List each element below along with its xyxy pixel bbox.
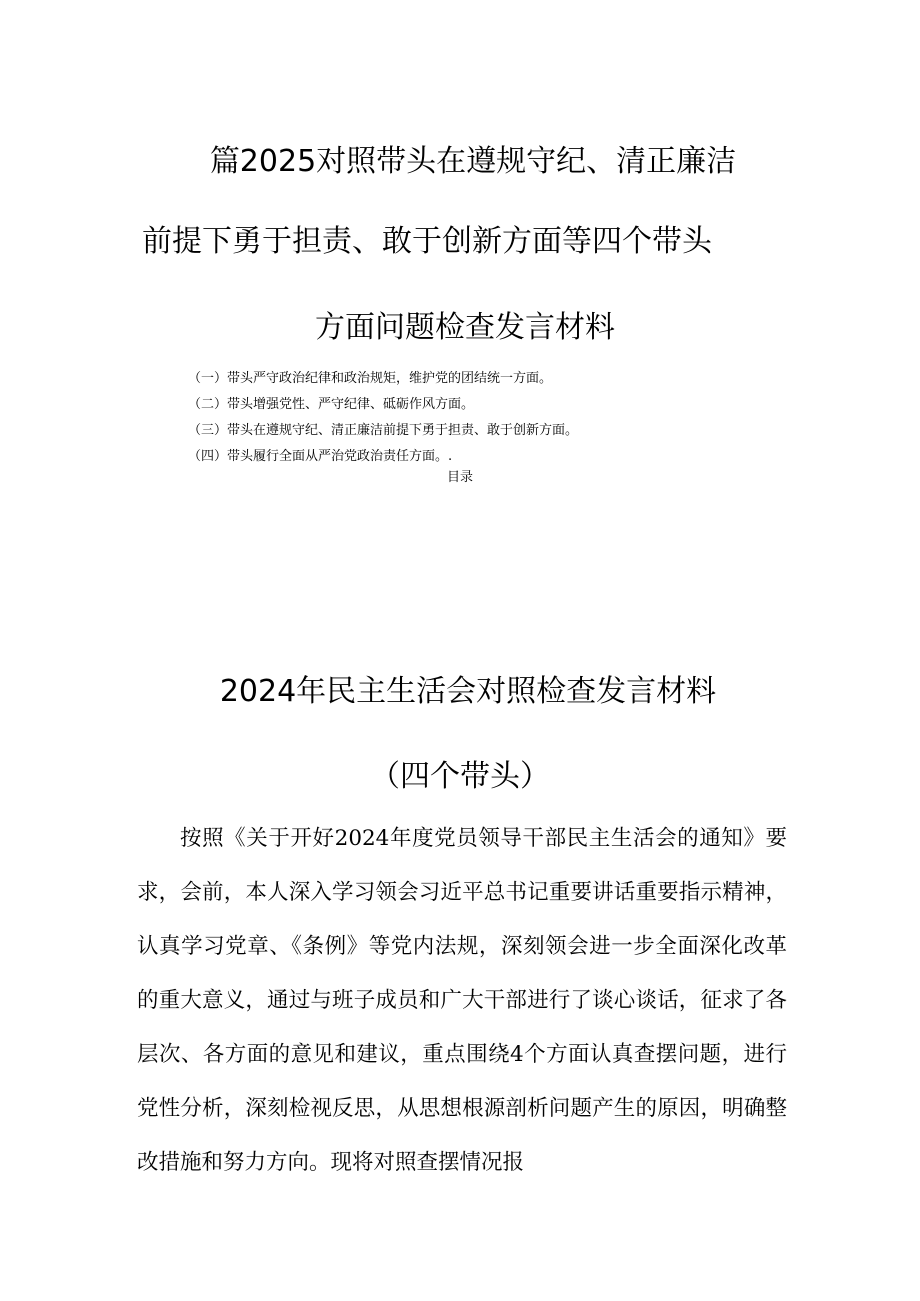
toc-item-4: （四）带头履行全面从严治党政治责任方面。. <box>188 449 453 464</box>
toc-item-2: （二）带头增强党性、严守纪律、砥砺作风方面。 <box>188 397 475 412</box>
table-of-contents <box>188 366 748 470</box>
document-title-line-3: 方面问题检查发言材料 <box>315 310 615 345</box>
toc-label: 目录 <box>446 470 473 485</box>
toc-item-1: （一）带头严守政治纪律和政治规矩，维护党的团结统一方面。 <box>188 371 553 386</box>
article-subtitle: （四个带头） <box>370 759 550 794</box>
toc-item-3: （三）带头在遵规守纪、清正廉洁前提下勇于担责、敢于创新方面。 <box>188 423 579 438</box>
document-title-line-2: 前提下勇于担责、敢于创新方面等四个带头 <box>142 224 712 259</box>
article-paragraph: 按照《关于开好2024年度党员领导干部民主生活会的通知》要求，会前，本人深入学习领会习近平总书记重要讲话重要指示精神，认真学习党章、《条例》等党内法规，深刻领会进一步全面深化改革的重大意义，通过与班子成员和广大干部进行了谈心谈话，征求了各层次、各方面的意见和建议，重点围绕4个方面认真查摆问题，进行党性分析，深刻检视反思，从思想根源剖析问题产生的原因，明确整改措施和努力方向。现将对照查摆情况报 <box>137 826 787 1175</box>
document-title-line-1: 篇2025对照带头在遵规守纪、清正廉洁 <box>209 144 737 179</box>
article-title: 2024年民主生活会对照检查发言材料 <box>219 674 717 709</box>
